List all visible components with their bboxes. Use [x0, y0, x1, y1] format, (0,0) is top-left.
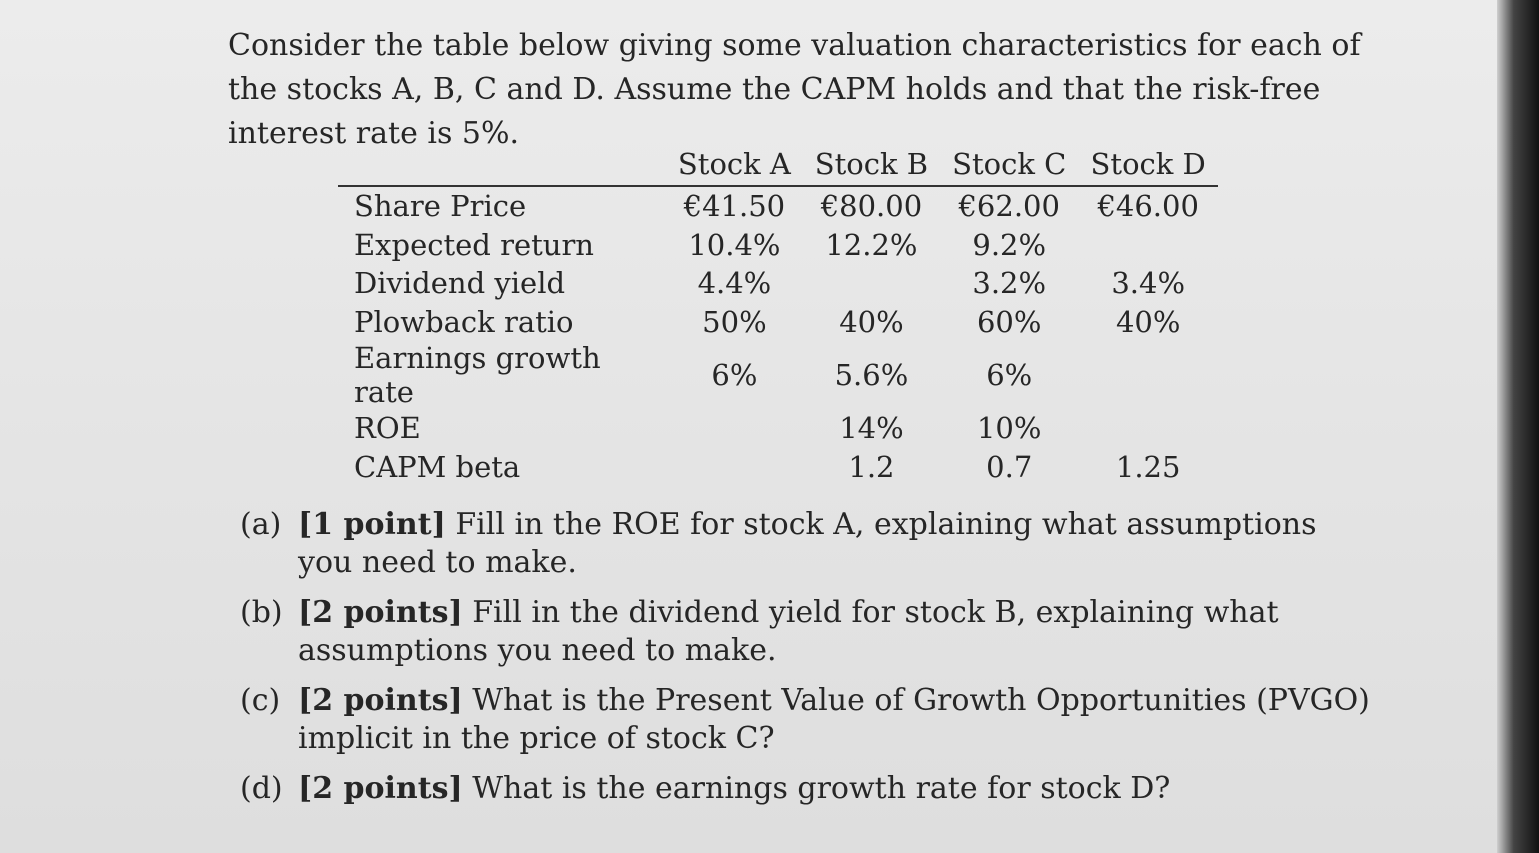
table-row — [338, 341, 1218, 409]
question-item — [240, 594, 1370, 670]
table-cell — [803, 264, 940, 303]
table-cell: 5.6% — [834, 358, 909, 392]
table-cell: 12.2% — [825, 227, 918, 262]
row-label: Earnings growth rate — [354, 341, 601, 409]
monitor-bezel — [1497, 0, 1539, 853]
table-cell: 6% — [711, 358, 758, 392]
column-header: Stock B — [803, 143, 940, 186]
table-row — [338, 186, 1218, 226]
question-text: Fill in the ROE for stock A, explaining what assumptions you need to make. — [298, 507, 1317, 580]
question-item — [240, 682, 1370, 758]
table-cell: 10.4% — [688, 227, 781, 262]
table-cell: 9.2% — [972, 227, 1047, 262]
question-label: (b) — [240, 595, 283, 630]
table-cell: 0.7 — [986, 449, 1033, 484]
table-header-row — [338, 143, 1218, 186]
row-label: Expected return — [354, 227, 594, 262]
intro-paragraph: Consider the table below giving some valuation characteristics for each of the stocks A, B, C and D. Assume the CAPM holds and that the risk-free interest rate is 5%. — [228, 28, 1361, 151]
row-label: Dividend yield — [354, 266, 566, 301]
table-row — [338, 409, 1218, 448]
valuation-table — [338, 143, 1218, 486]
table-cell: 4.4% — [697, 266, 772, 301]
table-row — [338, 448, 1218, 487]
table-cell: 50% — [702, 304, 767, 339]
row-label: Plowback ratio — [354, 304, 574, 339]
question-label: (a) — [240, 507, 282, 542]
question-points: [2 points] — [298, 683, 463, 718]
table-cell: 14% — [839, 411, 904, 446]
table-cell — [1078, 226, 1218, 265]
question-text: Fill in the dividend yield for stock B, explaining what assumptions you need to make. — [298, 595, 1279, 668]
table-cell: €46.00 — [1097, 189, 1199, 224]
table-cell: 40% — [1115, 304, 1181, 339]
table-cell: 6% — [986, 358, 1033, 392]
table-cell: 60% — [976, 304, 1042, 339]
table-cell — [1078, 341, 1218, 409]
table-cell: 3.2% — [972, 266, 1047, 301]
question-item — [240, 770, 1370, 808]
table-cell: 40% — [839, 304, 904, 339]
question-label: (c) — [240, 683, 281, 718]
question-text: What is the earnings growth rate for stock D? — [472, 771, 1171, 806]
question-label: (d) — [240, 771, 283, 806]
question-list — [240, 506, 1370, 820]
table-cell — [1078, 409, 1218, 448]
table-row — [338, 264, 1218, 303]
question-points: [1 point] — [298, 507, 446, 542]
table-cell — [666, 409, 803, 448]
question-text: What is the Present Value of Growth Opportunities (PVGO) implicit in the price of stock C? — [298, 683, 1370, 756]
table-cell: €62.00 — [958, 189, 1060, 224]
row-label: CAPM beta — [354, 449, 521, 484]
question-points: [2 points] — [298, 771, 463, 806]
table-cell — [666, 448, 803, 487]
valuation-table-container — [338, 143, 1218, 486]
column-header: Stock A — [666, 143, 803, 186]
table-cell: 3.4% — [1111, 266, 1186, 301]
header-blank-cell — [338, 143, 666, 186]
table-row — [338, 303, 1218, 342]
row-label: Share Price — [354, 189, 527, 224]
question-item — [240, 506, 1370, 582]
row-label: ROE — [354, 411, 421, 446]
table-cell: 1.2 — [848, 449, 895, 484]
column-header: Stock C — [940, 143, 1078, 186]
column-header: Stock D — [1078, 143, 1218, 186]
table-cell: €80.00 — [820, 189, 923, 224]
table-cell: €41.50 — [683, 189, 786, 224]
table-cell: 1.25 — [1115, 449, 1181, 484]
table-row — [338, 226, 1218, 265]
question-points: [2 points] — [298, 595, 463, 630]
table-cell: 10% — [976, 411, 1042, 446]
